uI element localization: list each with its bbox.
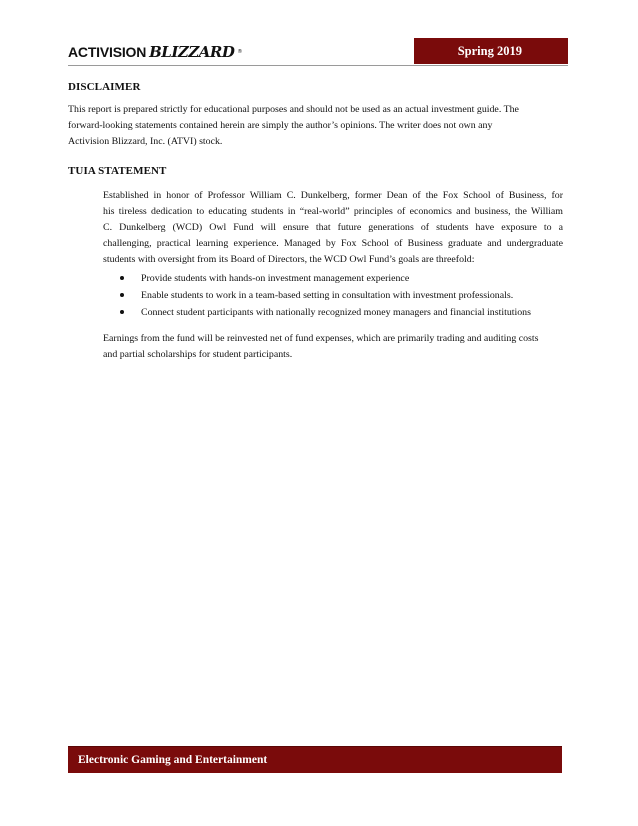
header-divider <box>68 65 568 66</box>
tuia-intro-line: students with oversight from its Board of Directors, the WCD Owl Fund’s goals are threefold: <box>103 254 475 265</box>
tuia-intro-line: his tireless dedication to educating students in “real-world” principles of economics and business, the William <box>103 206 563 217</box>
company-logo <box>68 42 242 62</box>
tuia-intro-line: challenging, practical learning experience. Managed by Fox School of Business graduate and undergraduate <box>103 238 563 249</box>
goal-text: Connect student participants with nationally recognized money managers and financial institutions <box>141 307 531 318</box>
bullet-icon <box>120 293 124 297</box>
earnings-line: Earnings from the fund will be reinvested net of fund expenses, which are primarily trading and auditing costs <box>103 333 539 344</box>
list-item <box>118 270 568 287</box>
page-footer: Electronic Gaming and Entertainment <box>68 747 562 773</box>
disclaimer-heading: DISCLAIMER <box>68 81 141 93</box>
disclaimer-text <box>68 102 568 150</box>
disclaimer-line: Activision Blizzard, Inc. (ATVI) stock. <box>68 136 223 147</box>
bullet-icon <box>120 310 124 314</box>
season-label: Spring 2019 <box>414 38 568 64</box>
earnings-text <box>103 331 565 363</box>
list-item <box>118 287 568 304</box>
goal-text: Provide students with hands-on investment management experience <box>141 273 410 284</box>
page-header <box>68 36 568 66</box>
disclaimer-line: forward-looking statements contained herein are simply the author’s opinions. The writer does not own any <box>68 120 493 131</box>
earnings-line: and partial scholarships for student participants. <box>103 349 293 360</box>
registered-mark: ® <box>237 49 243 55</box>
activision-logo-text: ACTIVISION <box>68 44 147 60</box>
goal-text: Enable students to work in a team-based setting in consultation with investment professionals. <box>141 290 514 301</box>
bullet-icon <box>120 276 124 280</box>
tuia-intro-line: Established in honor of Professor William C. Dunkelberg, former Dean of the Fox School of Business, for <box>103 190 563 201</box>
tuia-intro <box>103 188 563 268</box>
tuia-intro-line: C. Dunkelberg (WCD) Owl Fund will ensure that future generations of students have exposure to a <box>103 222 563 233</box>
tuia-heading: TUIA STATEMENT <box>68 165 167 177</box>
blizzard-logo-text: BLIZZARD <box>149 43 235 61</box>
fund-goals-list <box>118 270 568 321</box>
disclaimer-line: This report is prepared strictly for educational purposes and should not be used as an actual investment guide. The <box>68 104 519 115</box>
list-item <box>118 304 568 321</box>
